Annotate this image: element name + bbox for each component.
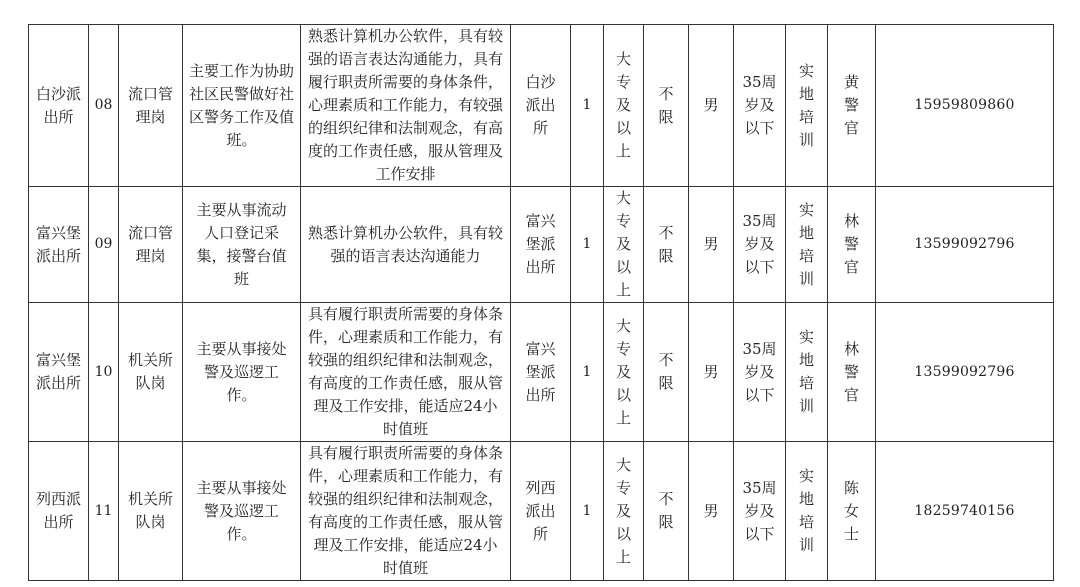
training-cell: 实地培训 (786, 442, 828, 581)
unit-cell: 富兴堡派出所 (29, 187, 89, 303)
phone-cell: 18259740156 (876, 442, 1054, 581)
count-cell: 1 (571, 25, 604, 187)
unit-cell: 列西派出所 (29, 442, 89, 581)
major-cell: 不限 (644, 187, 689, 303)
location-cell: 富兴堡派出所 (511, 303, 571, 442)
major-cell: 不限 (644, 442, 689, 581)
major-cell: 不限 (644, 303, 689, 442)
age-cell: 35周岁及以下 (734, 442, 786, 581)
duty-cell: 主要从事接处警及巡逻工作。 (183, 442, 301, 581)
location-cell: 列西派出所 (511, 442, 571, 581)
age-cell: 35周岁及以下 (734, 303, 786, 442)
age-cell: 35周岁及以下 (734, 25, 786, 187)
code-cell: 11 (89, 442, 119, 581)
post-cell: 机关所队岗 (119, 303, 183, 442)
count-cell: 1 (571, 303, 604, 442)
count-cell: 1 (571, 442, 604, 581)
requirements-cell: 熟悉计算机办公软件，具有较强的语言表达沟通能力，具有履行职责所需要的身体条件，心理素质和工作能力，有较强的组织纪律和法制观念，有高度的工作责任感，服从管理及工作安排 (301, 25, 511, 187)
table-row (29, 303, 1054, 442)
code-cell: 09 (89, 187, 119, 303)
training-cell: 实地培训 (786, 25, 828, 187)
gender-cell: 男 (689, 442, 734, 581)
age-cell: 35周岁及以下 (734, 187, 786, 303)
duty-cell: 主要从事接处警及巡逻工作。 (183, 303, 301, 442)
phone-cell: 13599092796 (876, 303, 1054, 442)
post-cell: 机关所队岗 (119, 442, 183, 581)
unit-cell: 富兴堡派出所 (29, 303, 89, 442)
education-cell: 大专及以上 (604, 25, 644, 187)
gender-cell: 男 (689, 187, 734, 303)
training-cell: 实地培训 (786, 187, 828, 303)
location-cell: 白沙派出所 (511, 25, 571, 187)
requirements-cell: 具有履行职责所需要的身体条件，心理素质和工作能力，有较强的组织纪律和法制观念，有高度的工作责任感，服从管理及工作安排，能适应24小时值班 (301, 303, 511, 442)
education-cell: 大专及以上 (604, 442, 644, 581)
contact-cell: 陈女士 (828, 442, 876, 581)
contact-cell: 林警官 (828, 303, 876, 442)
location-cell: 富兴堡派出所 (511, 187, 571, 303)
phone-cell: 15959809860 (876, 25, 1054, 187)
duty-cell: 主要工作为协助社区民警做好社区警务工作及值班。 (183, 25, 301, 187)
gender-cell: 男 (689, 303, 734, 442)
contact-cell: 黄警官 (828, 25, 876, 187)
unit-cell: 白沙派出所 (29, 25, 89, 187)
requirements-cell: 熟悉计算机办公软件，具有较强的语言表达沟通能力 (301, 187, 511, 303)
table-row (29, 442, 1054, 581)
code-cell: 10 (89, 303, 119, 442)
count-cell: 1 (571, 187, 604, 303)
post-cell: 流口管理岗 (119, 187, 183, 303)
contact-cell: 林警官 (828, 187, 876, 303)
training-cell: 实地培训 (786, 303, 828, 442)
code-cell: 08 (89, 25, 119, 187)
table-row (29, 25, 1054, 187)
post-cell: 流口管理岗 (119, 25, 183, 187)
duty-cell: 主要从事流动人口登记采集，接警台值班 (183, 187, 301, 303)
major-cell: 不限 (644, 25, 689, 187)
requirements-cell: 具有履行职责所需要的身体条件，心理素质和工作能力，有较强的组织纪律和法制观念，有高度的工作责任感，服从管理及工作安排，能适应24小时值班 (301, 442, 511, 581)
gender-cell: 男 (689, 25, 734, 187)
recruitment-table (28, 24, 1054, 581)
table-row (29, 187, 1054, 303)
phone-cell: 13599092796 (876, 187, 1054, 303)
education-cell: 大专及以上 (604, 187, 644, 303)
education-cell: 大专及以上 (604, 303, 644, 442)
